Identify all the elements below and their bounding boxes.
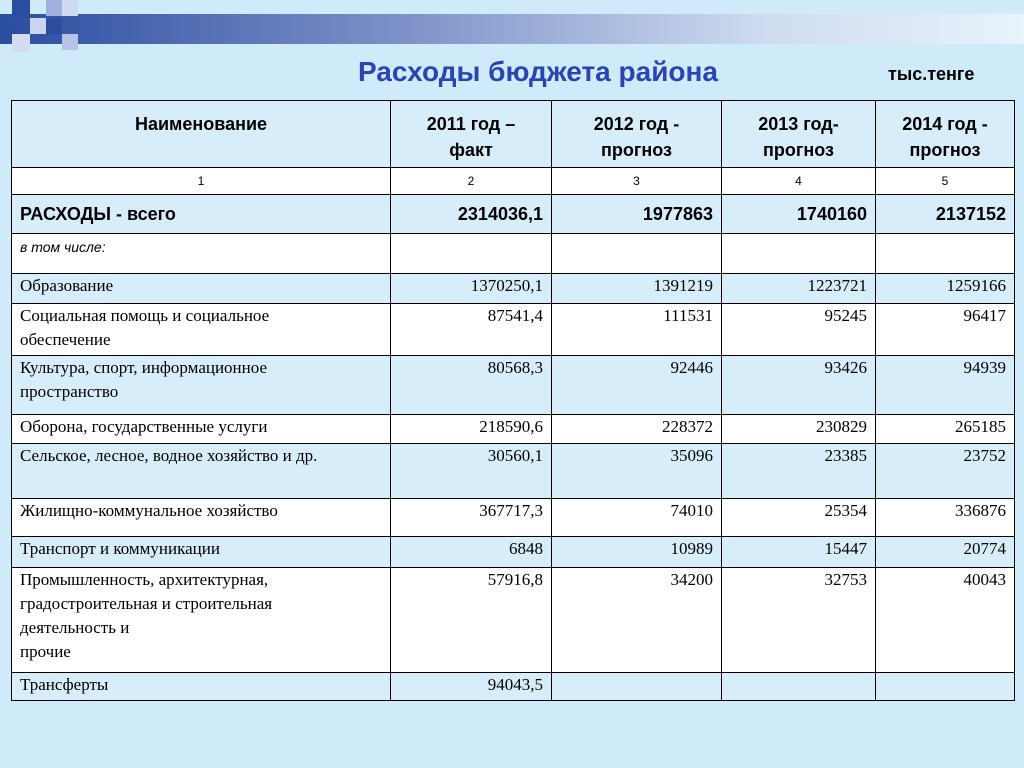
empty-cell bbox=[391, 234, 552, 274]
empty-cell bbox=[722, 234, 876, 274]
row-value: 10989 bbox=[552, 537, 722, 568]
row-value: 218590,6 bbox=[391, 415, 552, 444]
row-label-line: Социальная помощь и социальное bbox=[20, 306, 270, 325]
row-value: 23385 bbox=[722, 444, 876, 499]
decor-square bbox=[12, 0, 30, 18]
row-value: 15447 bbox=[722, 537, 876, 568]
header-cell: Наименование bbox=[12, 101, 391, 168]
column-number: 4 bbox=[722, 168, 876, 195]
decor-square bbox=[12, 34, 30, 52]
row-value: 6848 bbox=[391, 537, 552, 568]
row-value: 25354 bbox=[722, 499, 876, 537]
row-label bbox=[12, 673, 391, 701]
decor-square bbox=[46, 0, 62, 16]
row-label-line: Культура, спорт, информационное bbox=[20, 358, 268, 377]
row-label bbox=[12, 444, 391, 499]
slide-title: Расходы бюджета района bbox=[358, 56, 718, 87]
row-value: 96417 bbox=[876, 304, 1015, 356]
row-value: 35096 bbox=[552, 444, 722, 499]
row-label-line: Жилищно-коммунальное хозяйство bbox=[20, 501, 278, 520]
decor-square bbox=[62, 34, 78, 50]
table-row bbox=[12, 274, 1015, 304]
decor-square bbox=[62, 0, 78, 16]
row-value: 30560,1 bbox=[391, 444, 552, 499]
table-row bbox=[12, 568, 1015, 673]
row-value: 93426 bbox=[722, 356, 876, 415]
row-value: 94043,5 bbox=[391, 673, 552, 701]
row-value: 32753 bbox=[722, 568, 876, 673]
row-value: 80568,3 bbox=[391, 356, 552, 415]
including-row bbox=[12, 234, 1015, 274]
row-value: 92446 bbox=[552, 356, 722, 415]
total-row bbox=[12, 195, 1015, 234]
row-label-line: градостроительная и строительная bbox=[20, 594, 273, 613]
empty-cell bbox=[876, 234, 1015, 274]
row-value: 34200 bbox=[552, 568, 722, 673]
table-header-row bbox=[12, 101, 1015, 168]
total-value: 2314036,1 bbox=[391, 195, 552, 234]
total-value: 1977863 bbox=[552, 195, 722, 234]
row-value bbox=[722, 673, 876, 701]
total-value: 2137152 bbox=[876, 195, 1015, 234]
column-number: 1 bbox=[12, 168, 391, 195]
row-label bbox=[12, 499, 391, 537]
row-label-line: Оборона, государственные услуги bbox=[20, 417, 268, 436]
row-value: 95245 bbox=[722, 304, 876, 356]
row-value: 230829 bbox=[722, 415, 876, 444]
row-value: 1223721 bbox=[722, 274, 876, 304]
row-value bbox=[552, 673, 722, 701]
empty-cell bbox=[552, 234, 722, 274]
table-row bbox=[12, 356, 1015, 415]
header-cell: 2012 год - прогноз bbox=[552, 101, 722, 168]
row-label bbox=[12, 304, 391, 356]
row-value: 40043 bbox=[876, 568, 1015, 673]
row-value: 57916,8 bbox=[391, 568, 552, 673]
table-row bbox=[12, 499, 1015, 537]
row-value: 336876 bbox=[876, 499, 1015, 537]
row-label-line: Транспорт и коммуникации bbox=[20, 539, 220, 558]
row-label-line: Сельское, лесное, водное хозяйство и др. bbox=[20, 446, 318, 465]
row-label-line: Образование bbox=[20, 276, 114, 295]
row-value: 228372 bbox=[552, 415, 722, 444]
row-label bbox=[12, 568, 391, 673]
header-cell: 2013 год- прогноз bbox=[722, 101, 876, 168]
row-label-line: деятельность и bbox=[20, 618, 130, 637]
row-label bbox=[12, 415, 391, 444]
row-value: 265185 bbox=[876, 415, 1015, 444]
row-value: 111531 bbox=[552, 304, 722, 356]
row-value: 94939 bbox=[876, 356, 1015, 415]
column-number: 5 bbox=[876, 168, 1015, 195]
table-row bbox=[12, 444, 1015, 499]
row-value: 1370250,1 bbox=[391, 274, 552, 304]
including-label: в том числе: bbox=[12, 234, 391, 274]
row-value: 74010 bbox=[552, 499, 722, 537]
row-label-line: Трансферты bbox=[20, 675, 109, 694]
decor-square bbox=[46, 18, 62, 34]
header-cell: 2014 год - прогноз bbox=[876, 101, 1015, 168]
row-value: 1391219 bbox=[552, 274, 722, 304]
total-label: РАСХОДЫ - всего bbox=[12, 195, 391, 234]
row-label bbox=[12, 274, 391, 304]
column-number-row bbox=[12, 168, 1015, 195]
row-label-line: обеспечение bbox=[20, 330, 111, 349]
column-number: 2 bbox=[391, 168, 552, 195]
table-row bbox=[12, 673, 1015, 701]
table-row bbox=[12, 304, 1015, 356]
row-value: 87541,4 bbox=[391, 304, 552, 356]
row-value: 20774 bbox=[876, 537, 1015, 568]
row-label bbox=[12, 356, 391, 415]
table-row bbox=[12, 415, 1015, 444]
row-value: 23752 bbox=[876, 444, 1015, 499]
row-value: 367717,3 bbox=[391, 499, 552, 537]
total-value: 1740160 bbox=[722, 195, 876, 234]
table-row bbox=[12, 537, 1015, 568]
decor-square bbox=[30, 18, 46, 34]
row-value: 1259166 bbox=[876, 274, 1015, 304]
budget-table bbox=[11, 100, 1015, 701]
column-number: 3 bbox=[552, 168, 722, 195]
row-value bbox=[876, 673, 1015, 701]
row-label-line: прочие bbox=[20, 642, 71, 661]
units-label: тыс.тенге bbox=[888, 64, 975, 84]
row-label-line: пространство bbox=[20, 382, 119, 401]
row-label-line: Промышленность, архитектурная, bbox=[20, 570, 269, 589]
row-label bbox=[12, 537, 391, 568]
header-cell: 2011 год – факт bbox=[391, 101, 552, 168]
header-gradient-bar bbox=[0, 14, 1024, 44]
